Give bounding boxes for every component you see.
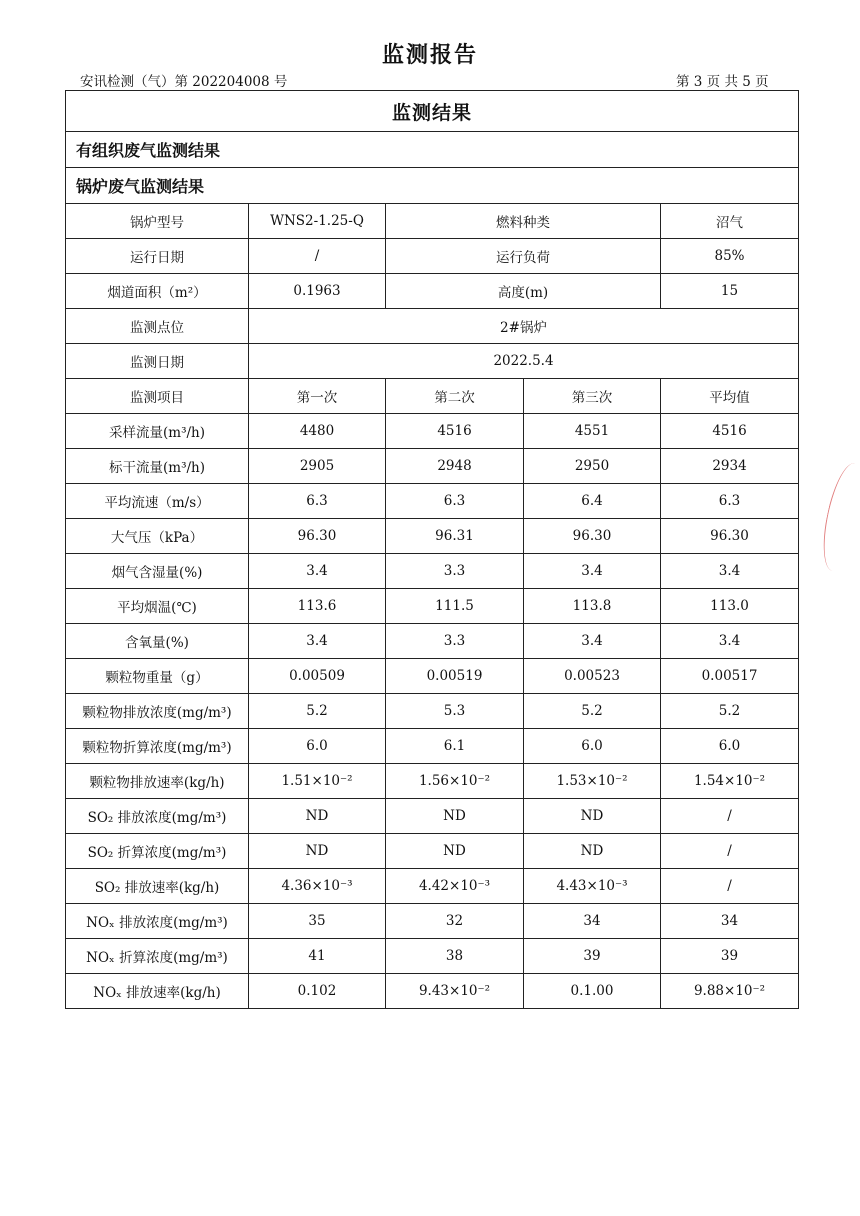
second-value: 3.3 [386, 624, 524, 659]
section-heading-boiler-exhaust: 锅炉废气监测结果 [66, 168, 799, 204]
table-row [66, 764, 799, 799]
third-value: 96.30 [524, 519, 661, 554]
third-value: 4551 [524, 414, 661, 449]
info-row [66, 344, 799, 379]
load-value: 85% [661, 239, 799, 274]
second-value: 2948 [386, 449, 524, 484]
info-row [66, 309, 799, 344]
first-value: 3.4 [249, 624, 386, 659]
report-number: 安讯检测（气）第 202204008 号 [80, 74, 288, 90]
row-label: 颗粒物排放浓度(mg/m³) [66, 694, 249, 729]
red-seal-stamp [814, 460, 860, 584]
third-value: 6.0 [524, 729, 661, 764]
table-row [66, 939, 799, 974]
third-value: 6.4 [524, 484, 661, 519]
monitoring-point-label: 监测点位 [66, 309, 249, 344]
second-value: 0.00519 [386, 659, 524, 694]
second-value: 5.3 [386, 694, 524, 729]
table-row [66, 659, 799, 694]
table-row [66, 694, 799, 729]
run-date-value: / [249, 239, 386, 274]
table-row [66, 624, 799, 659]
row-label: 采样流量(m³/h) [66, 414, 249, 449]
boiler-model-value: WNS2-1.25-Q [249, 204, 386, 239]
second-value: 111.5 [386, 589, 524, 624]
table-row [66, 449, 799, 484]
document-title: 监测报告 [381, 42, 478, 68]
row-label: 含氧量(%) [66, 624, 249, 659]
average-value: 6.0 [661, 729, 799, 764]
first-value: 6.0 [249, 729, 386, 764]
first-value: 0.00509 [249, 659, 386, 694]
row-label: NOₓ 排放浓度(mg/m³) [66, 904, 249, 939]
first-value: 96.30 [249, 519, 386, 554]
third-value: 39 [524, 939, 661, 974]
table-row [66, 554, 799, 589]
load-label: 运行负荷 [386, 239, 661, 274]
info-row [66, 274, 799, 309]
table-row [66, 869, 799, 904]
section-heading-organized-exhaust: 有组织废气监测结果 [66, 132, 799, 168]
third-value: 3.4 [524, 624, 661, 659]
row-label: NOₓ 折算浓度(mg/m³) [66, 939, 249, 974]
column-header: 平均值 [661, 379, 799, 414]
table-row [66, 519, 799, 554]
run-date-label: 运行日期 [66, 239, 249, 274]
table-row [66, 589, 799, 624]
row-label: 平均烟温(℃) [66, 589, 249, 624]
page-info: 第 3 页 共 5 页 [676, 74, 769, 90]
monitoring-date-value: 2022.5.4 [249, 344, 799, 379]
average-value: / [661, 869, 799, 904]
table-row [66, 729, 799, 764]
row-label: 标干流量(m³/h) [66, 449, 249, 484]
first-value: 3.4 [249, 554, 386, 589]
average-value: 34 [661, 904, 799, 939]
second-value: 3.3 [386, 554, 524, 589]
second-value: ND [386, 799, 524, 834]
table-row [66, 799, 799, 834]
average-value: 1.54×10⁻² [661, 764, 799, 799]
average-value: 6.3 [661, 484, 799, 519]
first-value: 1.51×10⁻² [249, 764, 386, 799]
column-header: 第一次 [249, 379, 386, 414]
average-value: 3.4 [661, 554, 799, 589]
table-row [66, 904, 799, 939]
monitoring-point-value: 2#锅炉 [249, 309, 799, 344]
height-value: 15 [661, 274, 799, 309]
info-row [66, 239, 799, 274]
column-header: 第二次 [386, 379, 524, 414]
second-value: 96.31 [386, 519, 524, 554]
third-value: 1.53×10⁻² [524, 764, 661, 799]
second-value: 6.3 [386, 484, 524, 519]
boiler-model-label: 锅炉型号 [66, 204, 249, 239]
average-value: 2934 [661, 449, 799, 484]
row-label: 平均流速（m/s） [66, 484, 249, 519]
flue-area-value: 0.1963 [249, 274, 386, 309]
second-value: 4516 [386, 414, 524, 449]
row-label: 颗粒物折算浓度(mg/m³) [66, 729, 249, 764]
row-label: SO₂ 排放速率(kg/h) [66, 869, 249, 904]
column-header-row [66, 379, 799, 414]
average-value: 3.4 [661, 624, 799, 659]
third-value: 34 [524, 904, 661, 939]
second-value: 38 [386, 939, 524, 974]
table-row [66, 484, 799, 519]
third-value: 0.00523 [524, 659, 661, 694]
monitoring-date-label: 监测日期 [66, 344, 249, 379]
monitoring-results-table [65, 90, 799, 1009]
third-value: 0.1.00 [524, 974, 661, 1009]
average-value: 9.88×10⁻² [661, 974, 799, 1009]
row-label: SO₂ 折算浓度(mg/m³) [66, 834, 249, 869]
third-value: 113.8 [524, 589, 661, 624]
average-value: 39 [661, 939, 799, 974]
fuel-type-value: 沼气 [661, 204, 799, 239]
first-value: 41 [249, 939, 386, 974]
row-label: SO₂ 排放浓度(mg/m³) [66, 799, 249, 834]
row-label: 颗粒物排放速率(kg/h) [66, 764, 249, 799]
second-value: ND [386, 834, 524, 869]
row-label: 颗粒物重量（g） [66, 659, 249, 694]
flue-area-label: 烟道面积（m²） [66, 274, 249, 309]
first-value: 6.3 [249, 484, 386, 519]
first-value: 2905 [249, 449, 386, 484]
row-label: 烟气含湿量(%) [66, 554, 249, 589]
first-value: 35 [249, 904, 386, 939]
third-value: ND [524, 834, 661, 869]
row-label: 大气压（kPa） [66, 519, 249, 554]
table-row [66, 834, 799, 869]
third-value: ND [524, 799, 661, 834]
first-value: 4.36×10⁻³ [249, 869, 386, 904]
row-label: NOₓ 排放速率(kg/h) [66, 974, 249, 1009]
average-value: 4516 [661, 414, 799, 449]
first-value: 113.6 [249, 589, 386, 624]
column-header: 监测项目 [66, 379, 249, 414]
table-row [66, 414, 799, 449]
first-value: ND [249, 799, 386, 834]
info-row [66, 204, 799, 239]
third-value: 5.2 [524, 694, 661, 729]
third-value: 4.43×10⁻³ [524, 869, 661, 904]
height-label: 高度(m) [386, 274, 661, 309]
second-value: 6.1 [386, 729, 524, 764]
table-title: 监测结果 [66, 91, 799, 132]
third-value: 3.4 [524, 554, 661, 589]
fuel-type-label: 燃料种类 [386, 204, 661, 239]
average-value: 113.0 [661, 589, 799, 624]
average-value: / [661, 834, 799, 869]
first-value: 5.2 [249, 694, 386, 729]
average-value: / [661, 799, 799, 834]
column-header: 第三次 [524, 379, 661, 414]
third-value: 2950 [524, 449, 661, 484]
average-value: 0.00517 [661, 659, 799, 694]
average-value: 5.2 [661, 694, 799, 729]
first-value: ND [249, 834, 386, 869]
second-value: 32 [386, 904, 524, 939]
second-value: 9.43×10⁻² [386, 974, 524, 1009]
first-value: 0.102 [249, 974, 386, 1009]
second-value: 1.56×10⁻² [386, 764, 524, 799]
first-value: 4480 [249, 414, 386, 449]
second-value: 4.42×10⁻³ [386, 869, 524, 904]
average-value: 96.30 [661, 519, 799, 554]
table-row [66, 974, 799, 1009]
